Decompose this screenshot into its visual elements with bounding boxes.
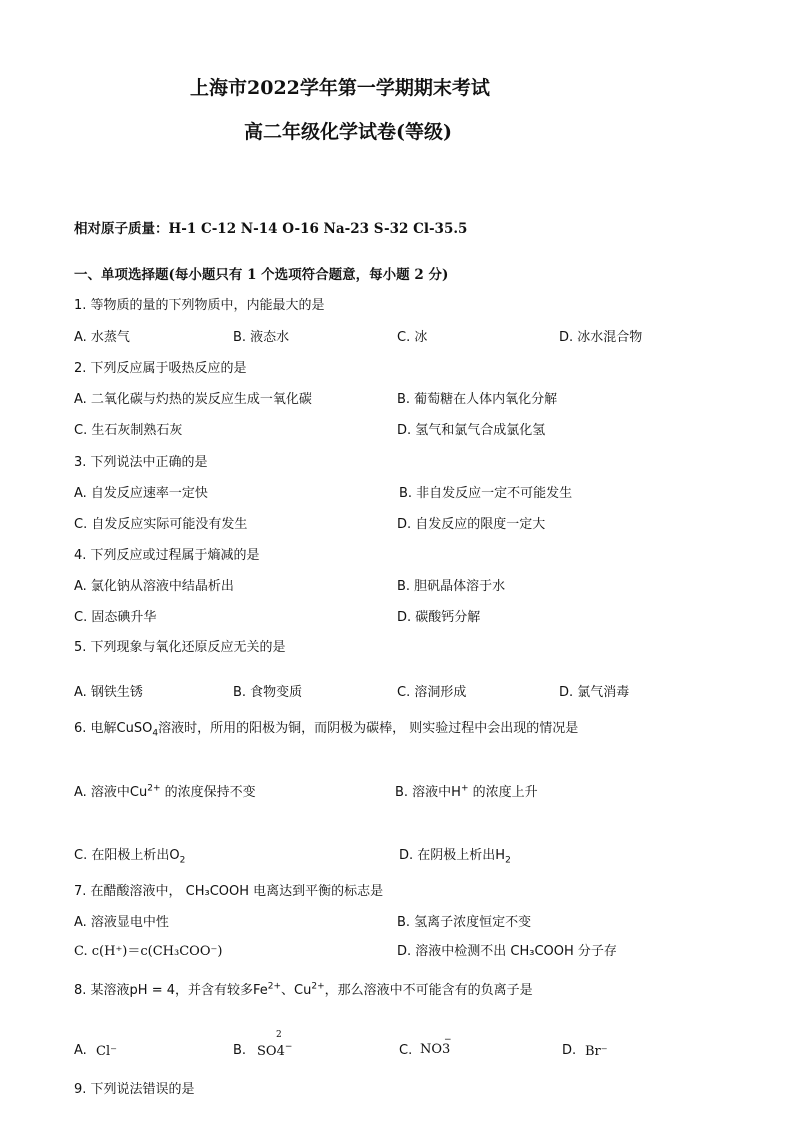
question-6-stem-sub: 4 bbox=[152, 728, 159, 739]
question-8-option-b-charge-number: 2 bbox=[276, 1030, 282, 1040]
question-8-option-c-charge: − bbox=[444, 1035, 452, 1045]
question-4-stem: 4. 下列反应或过程属于熵减的是 bbox=[74, 548, 260, 563]
question-5-option-d: D. 氯气消毒 bbox=[559, 685, 630, 700]
question-4-option-c: C. 固态碘升华 bbox=[74, 610, 157, 625]
question-8-option-d-label: D. bbox=[562, 1043, 577, 1058]
question-8-option-a-value: Cl⁻ bbox=[96, 1044, 117, 1059]
question-8-option-c-formula: NO3 bbox=[420, 1042, 451, 1057]
question-7-stem: 7. 在醋酸溶液中， CH₃COOH 电离达到平衡的标志是 bbox=[74, 884, 384, 899]
question-8-stem bbox=[74, 979, 533, 998]
question-5-stem: 5. 下列现象与氧化还原反应无关的是 bbox=[74, 640, 286, 655]
question-6-option-b-sup: + bbox=[460, 783, 469, 794]
question-5-option-b: B. 食物变质 bbox=[233, 685, 303, 700]
question-8-stem-pre: 8. 某溶液pH = 4，并含有较多Fe bbox=[74, 983, 268, 998]
question-5-option-a: A. 钢铁生锈 bbox=[74, 685, 143, 700]
question-6-option-d-sub: 2 bbox=[505, 855, 511, 866]
question-6-option-a-sup: 2+ bbox=[147, 783, 161, 794]
question-8-option-a-label: A. bbox=[74, 1043, 87, 1058]
question-4-option-b: B. 胆矾晶体溶于水 bbox=[397, 579, 506, 594]
question-4-option-d: D. 碳酸钙分解 bbox=[397, 610, 481, 625]
question-1-stem: 1. 等物质的量的下列物质中，内能最大的是 bbox=[74, 298, 325, 313]
question-6-option-d-pre: D. 在阴极上析出H bbox=[399, 848, 506, 863]
question-7-option-c: C. c(H⁺)＝c(CH₃COO⁻) bbox=[74, 944, 223, 959]
question-7-option-b: B. 氢离子浓度恒定不变 bbox=[397, 915, 532, 930]
question-1-option-d: D. 冰水混合物 bbox=[559, 330, 643, 345]
question-6-stem-pre: 6. 电解CuSO bbox=[74, 721, 153, 736]
question-3-option-b: B. 非自发反应一定不可能发生 bbox=[399, 486, 573, 501]
question-2-option-c: C. 生石灰制熟石灰 bbox=[74, 423, 183, 438]
question-2-stem: 2. 下列反应属于吸热反应的是 bbox=[74, 361, 247, 376]
question-1-option-c: C. 冰 bbox=[397, 330, 428, 345]
question-1-option-b: B. 液态水 bbox=[233, 330, 290, 345]
question-5-option-c: C. 溶洞形成 bbox=[397, 685, 467, 700]
question-8-option-d-value: Br⁻ bbox=[585, 1044, 608, 1059]
question-6-option-c-pre: C. 在阳极上析出O bbox=[74, 848, 180, 863]
question-6-option-d bbox=[399, 844, 511, 866]
question-8-stem-mid: 、Cu bbox=[281, 983, 312, 998]
question-3-option-c: C. 自发反应实际可能没有发生 bbox=[74, 517, 248, 532]
question-8-option-b-charge: − bbox=[284, 1042, 293, 1052]
exam-subtitle: 高二年级化学试卷(等级) bbox=[244, 121, 452, 143]
question-9-stem: 9. 下列说法错误的是 bbox=[74, 1082, 195, 1097]
question-7-option-a: A. 溶液显电中性 bbox=[74, 915, 169, 930]
question-7-option-d: D. 溶液中检测不出 CH₃COOH 分子存 bbox=[397, 944, 617, 959]
question-2-option-d: D. 氢气和氯气合成氯化氢 bbox=[397, 423, 546, 438]
question-8-stem-sup1: 2+ bbox=[267, 981, 282, 992]
question-8-option-b-formula: SO4 bbox=[257, 1044, 285, 1059]
question-4-option-a: A. 氯化钠从溶液中结晶析出 bbox=[74, 579, 234, 594]
question-6-stem-post: 溶液时，所用的阳极为铜，而阴极为碳棒， 则实验过程中会出现的情况是 bbox=[158, 721, 579, 736]
atomic-masses: 相对原子质量：H-1 C-12 N-14 O-16 Na-23 S-32 Cl-35.5 bbox=[74, 221, 468, 237]
question-6-option-a-pre: A. 溶液中Cu bbox=[74, 785, 148, 800]
question-8-option-c-label: C. bbox=[399, 1043, 413, 1058]
question-8-stem-post: ，那么溶液中不可能含有的负离子是 bbox=[324, 983, 533, 998]
question-6-option-b-post: 的浓度上升 bbox=[468, 785, 538, 800]
question-3-option-a: A. 自发反应速率一定快 bbox=[74, 486, 208, 501]
question-2-option-a: A. 二氧化碳与灼热的炭反应生成一氧化碳 bbox=[74, 392, 312, 407]
question-8-option-b-value bbox=[257, 1042, 292, 1059]
question-3-option-d: D. 自发反应的限度一定大 bbox=[397, 517, 546, 532]
question-2-option-b: B. 葡萄糖在人体内氧化分解 bbox=[397, 392, 558, 407]
question-6-option-c bbox=[74, 844, 185, 866]
exam-title: 上海市2022学年第一学期期末考试 bbox=[190, 77, 490, 99]
question-6-option-c-sub: 2 bbox=[179, 855, 186, 866]
question-1-option-a: A. 水蒸气 bbox=[74, 330, 130, 345]
question-8-option-b-label: B. bbox=[233, 1043, 247, 1058]
question-6-option-b bbox=[395, 781, 538, 800]
question-8-stem-sup2: 2+ bbox=[311, 981, 325, 992]
question-6-option-b-pre: B. 溶液中H bbox=[395, 785, 461, 800]
question-6-option-a bbox=[74, 781, 256, 800]
section-heading: 一、单项选择题(每小题只有 1 个选项符合题意，每小题 2 分) bbox=[74, 267, 449, 283]
question-6-stem bbox=[74, 717, 578, 739]
question-6-option-a-post: 的浓度保持不变 bbox=[160, 785, 256, 800]
question-3-stem: 3. 下列说法中正确的是 bbox=[74, 455, 208, 470]
